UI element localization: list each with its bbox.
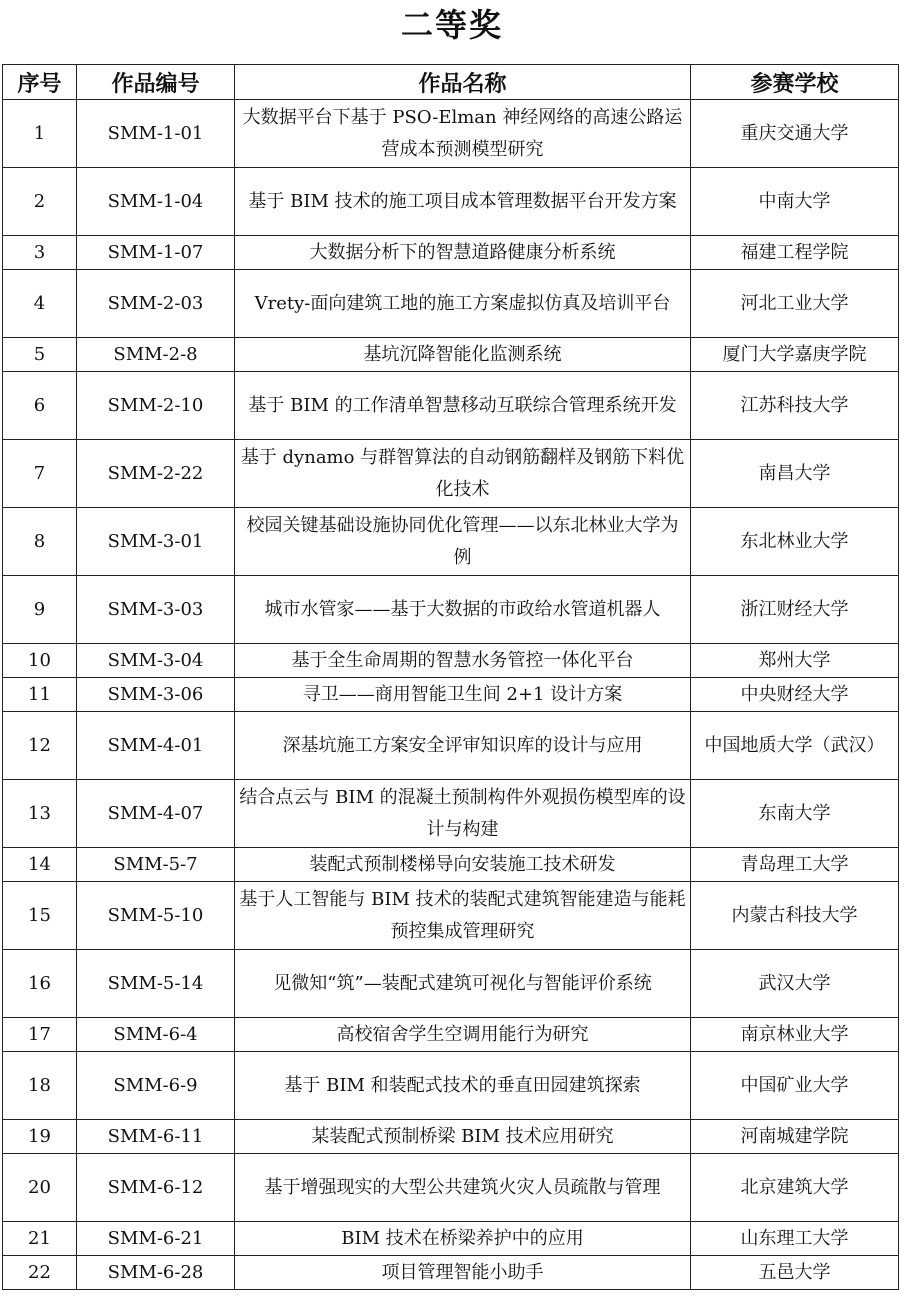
cell-name: 基坑沉降智能化监测系统 [235, 338, 691, 372]
table-row [3, 644, 899, 678]
table-row [3, 950, 899, 1018]
cell-code: SMM-6-28 [77, 1256, 235, 1290]
cell-school: 武汉大学 [691, 950, 899, 1018]
cell-school: 北京建筑大学 [691, 1154, 899, 1222]
table-row [3, 576, 899, 644]
cell-seq: 3 [3, 236, 77, 270]
cell-school: 河北工业大学 [691, 270, 899, 338]
table-body [3, 100, 899, 1290]
cell-seq: 5 [3, 338, 77, 372]
cell-school: 中南大学 [691, 168, 899, 236]
cell-code: SMM-6-11 [77, 1120, 235, 1154]
cell-name: 深基坑施工方案安全评审知识库的设计与应用 [235, 712, 691, 780]
cell-code: SMM-6-9 [77, 1052, 235, 1120]
cell-school: 中国地质大学（武汉） [691, 712, 899, 780]
cell-school: 东北林业大学 [691, 508, 899, 576]
cell-name: 大数据平台下基于 PSO-Elman 神经网络的高速公路运营成本预测模型研究 [235, 100, 691, 168]
cell-code: SMM-5-7 [77, 848, 235, 882]
cell-code: SMM-4-07 [77, 780, 235, 848]
cell-code: SMM-2-03 [77, 270, 235, 338]
cell-seq: 6 [3, 372, 77, 440]
table-row [3, 678, 899, 712]
cell-code: SMM-2-8 [77, 338, 235, 372]
cell-school: 山东理工大学 [691, 1222, 899, 1256]
header-school: 参赛学校 [691, 65, 899, 100]
table-row [3, 100, 899, 168]
cell-code: SMM-2-10 [77, 372, 235, 440]
cell-code: SMM-3-06 [77, 678, 235, 712]
cell-seq: 9 [3, 576, 77, 644]
table-row [3, 1256, 899, 1290]
cell-name: 基于增强现实的大型公共建筑火灾人员疏散与管理 [235, 1154, 691, 1222]
cell-name: Vrety-面向建筑工地的施工方案虚拟仿真及培训平台 [235, 270, 691, 338]
cell-school: 南昌大学 [691, 440, 899, 508]
cell-seq: 20 [3, 1154, 77, 1222]
header-name: 作品名称 [235, 65, 691, 100]
table-row [3, 270, 899, 338]
cell-school: 江苏科技大学 [691, 372, 899, 440]
cell-school: 青岛理工大学 [691, 848, 899, 882]
cell-name: 校园关键基础设施协同优化管理——以东北林业大学为例 [235, 508, 691, 576]
header-code: 作品编号 [77, 65, 235, 100]
cell-seq: 13 [3, 780, 77, 848]
cell-code: SMM-6-21 [77, 1222, 235, 1256]
table-row [3, 1120, 899, 1154]
cell-seq: 4 [3, 270, 77, 338]
table-row [3, 168, 899, 236]
cell-school: 内蒙古科技大学 [691, 882, 899, 950]
cell-code: SMM-5-14 [77, 950, 235, 1018]
cell-code: SMM-1-07 [77, 236, 235, 270]
header-seq: 序号 [3, 65, 77, 100]
cell-code: SMM-3-01 [77, 508, 235, 576]
cell-code: SMM-3-03 [77, 576, 235, 644]
cell-seq: 21 [3, 1222, 77, 1256]
cell-code: SMM-6-12 [77, 1154, 235, 1222]
table-row [3, 440, 899, 508]
cell-school: 福建工程学院 [691, 236, 899, 270]
cell-seq: 1 [3, 100, 77, 168]
cell-school: 郑州大学 [691, 644, 899, 678]
table-row [3, 848, 899, 882]
cell-seq: 11 [3, 678, 77, 712]
cell-name: BIM 技术在桥梁养护中的应用 [235, 1222, 691, 1256]
cell-name: 大数据分析下的智慧道路健康分析系统 [235, 236, 691, 270]
table-row [3, 372, 899, 440]
cell-name: 项目管理智能小助手 [235, 1256, 691, 1290]
cell-name: 结合点云与 BIM 的混凝土预制构件外观损伤模型库的设计与构建 [235, 780, 691, 848]
cell-code: SMM-2-22 [77, 440, 235, 508]
table-row [3, 1018, 899, 1052]
cell-code: SMM-6-4 [77, 1018, 235, 1052]
cell-seq: 8 [3, 508, 77, 576]
cell-seq: 17 [3, 1018, 77, 1052]
cell-name: 某装配式预制桥梁 BIM 技术应用研究 [235, 1120, 691, 1154]
cell-school: 中央财经大学 [691, 678, 899, 712]
cell-code: SMM-5-10 [77, 882, 235, 950]
cell-seq: 18 [3, 1052, 77, 1120]
cell-school: 重庆交通大学 [691, 100, 899, 168]
cell-seq: 12 [3, 712, 77, 780]
cell-name: 城市水管家——基于大数据的市政给水管道机器人 [235, 576, 691, 644]
cell-code: SMM-3-04 [77, 644, 235, 678]
awards-table [2, 64, 899, 1290]
cell-seq: 16 [3, 950, 77, 1018]
table-row [3, 1052, 899, 1120]
cell-school: 浙江财经大学 [691, 576, 899, 644]
cell-school: 东南大学 [691, 780, 899, 848]
table-row [3, 508, 899, 576]
table-row [3, 1154, 899, 1222]
cell-name: 寻卫——商用智能卫生间 2+1 设计方案 [235, 678, 691, 712]
cell-seq: 2 [3, 168, 77, 236]
cell-name: 基于 dynamo 与群智算法的自动钢筋翻样及钢筋下料优化技术 [235, 440, 691, 508]
cell-name: 基于 BIM 的工作清单智慧移动互联综合管理系统开发 [235, 372, 691, 440]
cell-name: 基于 BIM 技术的施工项目成本管理数据平台开发方案 [235, 168, 691, 236]
cell-name: 见微知“筑”—装配式建筑可视化与智能评价系统 [235, 950, 691, 1018]
cell-seq: 22 [3, 1256, 77, 1290]
cell-school: 南京林业大学 [691, 1018, 899, 1052]
cell-code: SMM-1-01 [77, 100, 235, 168]
cell-seq: 19 [3, 1120, 77, 1154]
cell-code: SMM-4-01 [77, 712, 235, 780]
cell-name: 基于 BIM 和装配式技术的垂直田园建筑探索 [235, 1052, 691, 1120]
table-row [3, 712, 899, 780]
page-title: 二等奖 [400, 6, 503, 44]
table-row [3, 236, 899, 270]
cell-seq: 10 [3, 644, 77, 678]
cell-seq: 15 [3, 882, 77, 950]
table-row [3, 338, 899, 372]
table-row [3, 1222, 899, 1256]
cell-school: 厦门大学嘉庚学院 [691, 338, 899, 372]
cell-name: 高校宿舍学生空调用能行为研究 [235, 1018, 691, 1052]
table-row [3, 882, 899, 950]
table-header-row [3, 65, 899, 100]
cell-seq: 14 [3, 848, 77, 882]
cell-code: SMM-1-04 [77, 168, 235, 236]
cell-name: 基于全生命周期的智慧水务管控一体化平台 [235, 644, 691, 678]
cell-school: 五邑大学 [691, 1256, 899, 1290]
table-row [3, 780, 899, 848]
cell-school: 河南城建学院 [691, 1120, 899, 1154]
cell-school: 中国矿业大学 [691, 1052, 899, 1120]
cell-seq: 7 [3, 440, 77, 508]
cell-name: 基于人工智能与 BIM 技术的装配式建筑智能建造与能耗预控集成管理研究 [235, 882, 691, 950]
cell-name: 装配式预制楼梯导向安装施工技术研发 [235, 848, 691, 882]
